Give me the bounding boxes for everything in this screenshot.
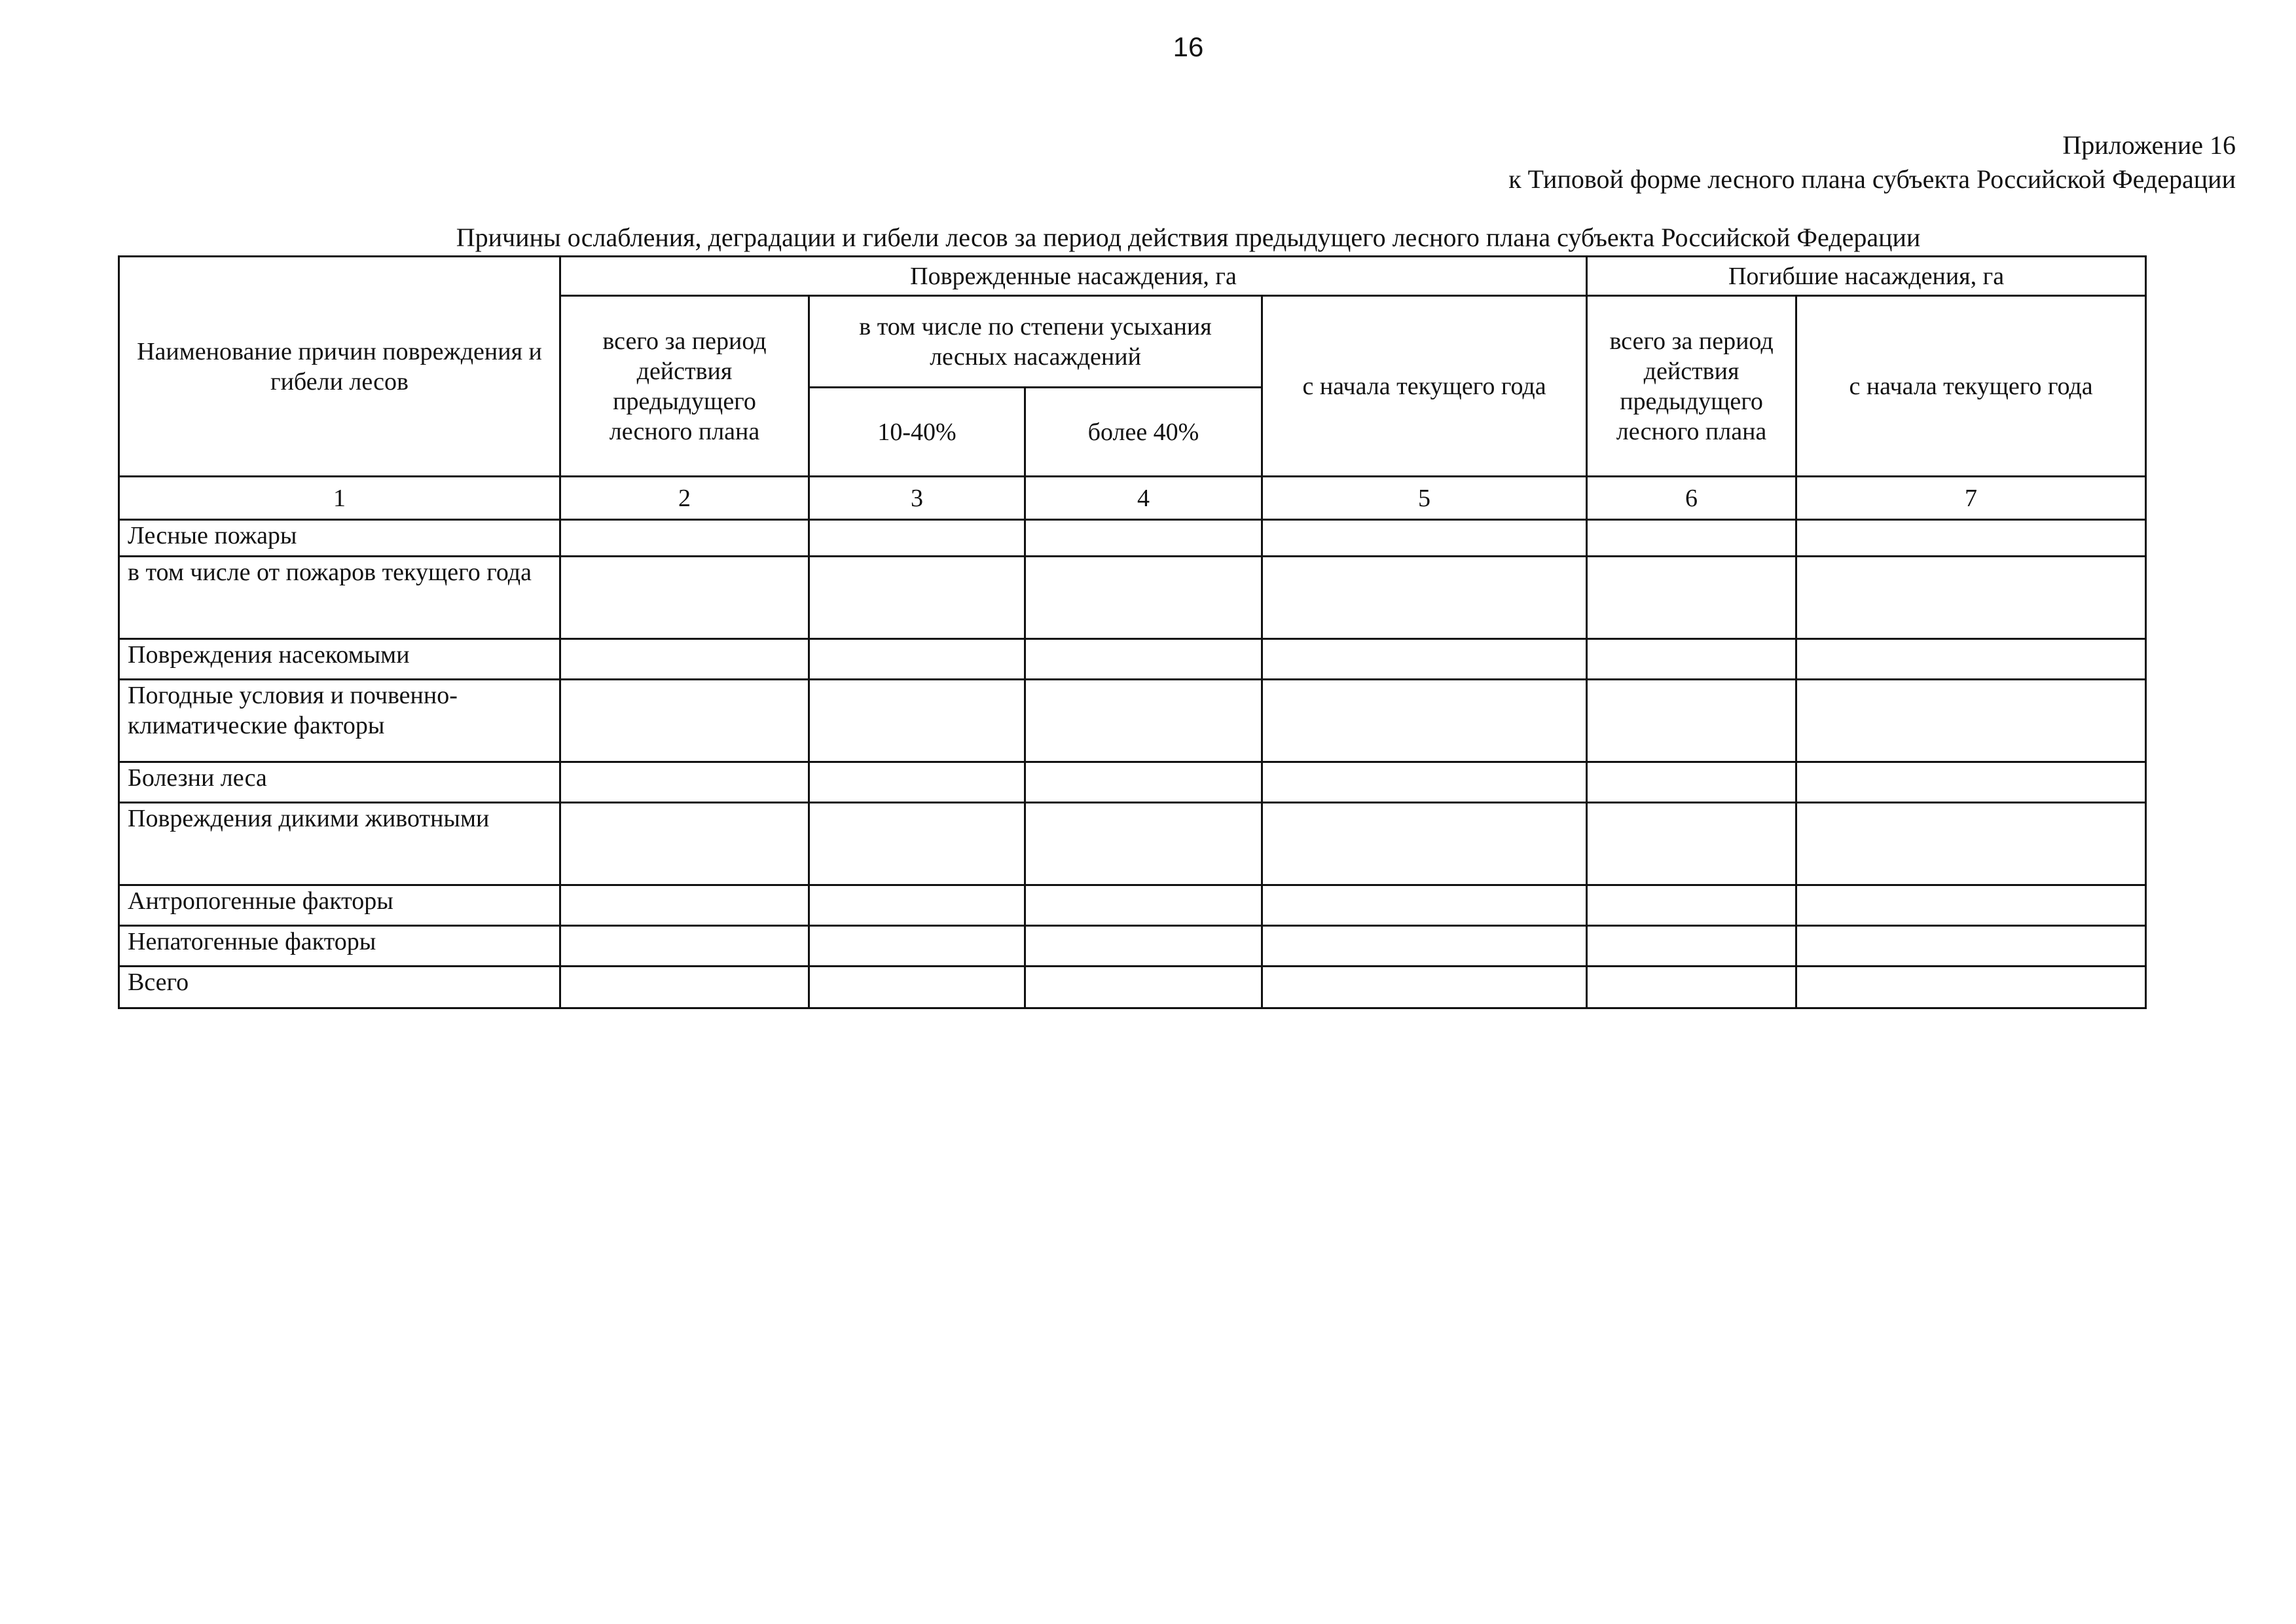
table-row — [119, 803, 2146, 885]
header-degree-10-40: 10-40% — [809, 388, 1025, 477]
table-row — [119, 926, 2146, 967]
table-row — [119, 639, 2146, 680]
page-number: 16 — [1173, 31, 1204, 62]
column-number: 2 — [560, 477, 809, 520]
data-cell — [1587, 926, 1796, 967]
header-damaged-degree: в том числе по степени усыхания лесных насаждений — [809, 296, 1262, 388]
data-cell — [560, 680, 809, 762]
data-cell — [1262, 885, 1587, 926]
data-cell — [809, 680, 1025, 762]
table-row — [119, 885, 2146, 926]
data-cell — [809, 639, 1025, 680]
data-cell — [809, 520, 1025, 557]
data-cell — [1796, 520, 2146, 557]
header-dead-current-year: с начала текущего года — [1796, 296, 2146, 477]
data-cell — [809, 885, 1025, 926]
column-number: 4 — [1025, 477, 1262, 520]
data-cell — [1262, 762, 1587, 803]
data-cell — [560, 803, 809, 885]
data-cell — [1796, 639, 2146, 680]
data-cell — [1796, 967, 2146, 1008]
table-title: Причины ослабления, деградации и гибели лесов за период действия предыдущего лесного плана субъекта Российской Федерации — [456, 223, 1921, 252]
data-cell — [1587, 557, 1796, 639]
header-damaged-group: Поврежденные насаждения, га — [560, 257, 1587, 296]
data-cell — [1262, 557, 1587, 639]
data-cell — [809, 762, 1025, 803]
data-cell — [1025, 803, 1262, 885]
row-label: Повреждения дикими животными — [119, 803, 560, 885]
header-damaged-total: всего за период действия предыдущего лесного плана — [560, 296, 809, 477]
appendix-line-2: к Типовой форме лесного плана субъекта Российской Федерации — [1508, 164, 2236, 194]
data-cell — [809, 926, 1025, 967]
header-dead-total: всего за период действия предыдущего лесного плана — [1587, 296, 1796, 477]
data-cell — [1796, 885, 2146, 926]
causes-table — [118, 255, 2147, 1009]
data-cell — [1025, 926, 1262, 967]
data-cell — [1587, 639, 1796, 680]
table-row — [119, 557, 2146, 639]
data-cell — [1262, 639, 1587, 680]
column-number: 1 — [119, 477, 560, 520]
header-dead-group: Погибшие насаждения, га — [1587, 257, 2146, 296]
header-degree-over-40: более 40% — [1025, 388, 1262, 477]
data-cell — [1587, 680, 1796, 762]
data-cell — [560, 762, 809, 803]
data-cell — [1587, 520, 1796, 557]
data-cell — [560, 926, 809, 967]
data-cell — [1796, 762, 2146, 803]
data-cell — [1587, 967, 1796, 1008]
row-label: Погодные условия и почвенно-климатические факторы — [119, 680, 560, 762]
data-cell — [1587, 885, 1796, 926]
data-cell — [1262, 926, 1587, 967]
column-number-row — [119, 477, 2146, 520]
data-cell — [1262, 967, 1587, 1008]
data-cell — [1796, 557, 2146, 639]
table-row — [119, 967, 2146, 1008]
data-cell — [809, 803, 1025, 885]
data-cell — [1025, 967, 1262, 1008]
row-label: Антропогенные факторы — [119, 885, 560, 926]
data-cell — [1796, 680, 2146, 762]
data-cell — [809, 557, 1025, 639]
table-row — [119, 520, 2146, 557]
row-label: в том числе от пожаров текущего года — [119, 557, 560, 639]
data-cell — [1262, 520, 1587, 557]
data-cell — [1025, 680, 1262, 762]
data-cell — [560, 967, 809, 1008]
data-cell — [1025, 520, 1262, 557]
appendix-line-1: Приложение 16 — [2062, 130, 2236, 160]
data-cell — [1262, 680, 1587, 762]
table-row — [119, 762, 2146, 803]
data-cell — [560, 639, 809, 680]
data-cell — [1587, 803, 1796, 885]
data-cell — [809, 967, 1025, 1008]
data-cell — [560, 520, 809, 557]
row-label-total: Всего — [119, 967, 560, 1008]
header-cause-name: Наименование причин повреждения и гибели лесов — [119, 257, 560, 477]
table-row — [119, 680, 2146, 762]
row-label: Лесные пожары — [119, 520, 560, 557]
data-cell — [1587, 762, 1796, 803]
column-number: 3 — [809, 477, 1025, 520]
data-cell — [1796, 803, 2146, 885]
data-cell — [1025, 762, 1262, 803]
column-number: 5 — [1262, 477, 1587, 520]
column-number: 6 — [1587, 477, 1796, 520]
data-cell — [560, 557, 809, 639]
appendix-note — [1508, 128, 2236, 196]
data-cell — [1025, 557, 1262, 639]
column-number: 7 — [1796, 477, 2146, 520]
data-cell — [1262, 803, 1587, 885]
data-cell — [1025, 639, 1262, 680]
data-cell — [1025, 885, 1262, 926]
row-label: Повреждения насекомыми — [119, 639, 560, 680]
row-label: Болезни леса — [119, 762, 560, 803]
data-cell — [1796, 926, 2146, 967]
row-label: Непатогенные факторы — [119, 926, 560, 967]
data-cell — [560, 885, 809, 926]
header-damaged-current-year: с начала текущего года — [1262, 296, 1587, 477]
